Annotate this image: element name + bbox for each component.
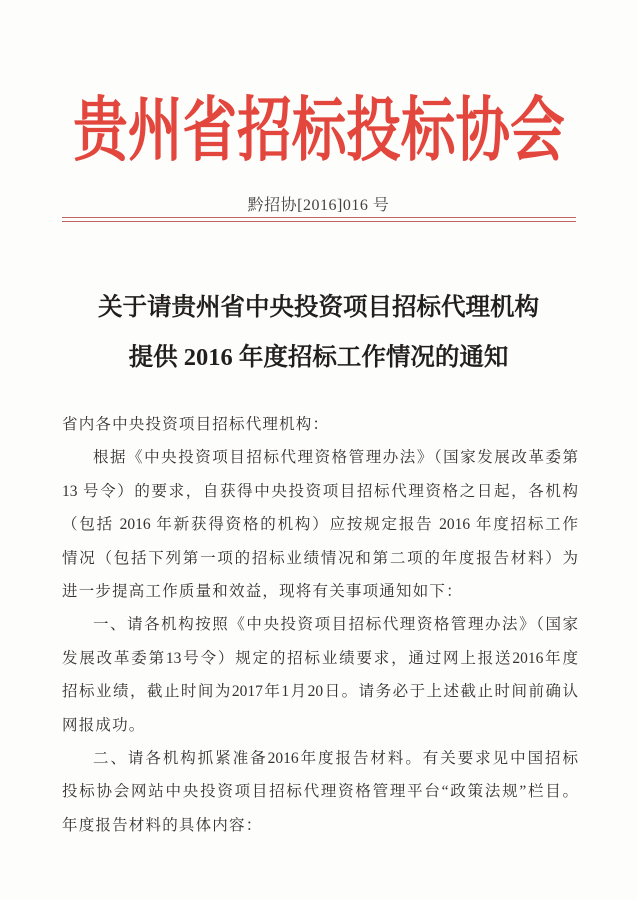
doc-number: 黔招协[2016]016 号 [247,197,390,214]
body-line: 情况（包括下列第一项的招标业绩情况和第二项的年度报告材料）为 [62,549,578,567]
notice-title [0,283,637,383]
body-line: 年度报告材料的具体内容： [62,816,263,834]
notice-title-line-1: 关于请贵州省中央投资项目招标代理机构 [98,294,539,321]
body-line: 网报成功。 [62,716,146,734]
body-line: 招标业绩，截止时间为2017年1月20日。请务必于上述截止时间前确认 [62,683,578,701]
salutation-line: 省内各中央投资项目招标代理机构： [62,416,330,433]
body-line: （包括 2016 年新获得资格的机构）应按规定报告 2016 年度招标工作 [62,516,578,534]
red-double-rule [62,217,576,222]
body-line: 二、请各机构抓紧准备2016年度报告材料。有关要求见中国招标 [93,750,578,768]
body-line: 发展改革委第13号令）规定的招标业绩要求，通过网上报送2016年度 [62,649,578,667]
body-line: 13 号令）的要求，自获得中央投资项目招标代理资格之日起，各机构 [62,482,578,500]
letterhead-org-name-text: 贵州省招标投标协会 [72,93,565,170]
body-line: 投标协会网站中央投资项目招标代理资格管理平台“政策法规”栏目。 [62,783,578,801]
body-line: 一、请各机构按照《中央投资项目招标代理资格管理办法》（国家 [93,616,578,634]
body-line: 进一步提高工作质量和效益，现将有关事项通知如下： [62,583,463,601]
document-body [62,408,578,842]
notice-title-line-2: 提供 2016 年度招标工作情况的通知 [128,344,509,371]
body-line: 根据《中央投资项目招标代理资格管理办法》（国家发展改革委第 [93,449,578,467]
letterhead-org-name [0,86,637,178]
